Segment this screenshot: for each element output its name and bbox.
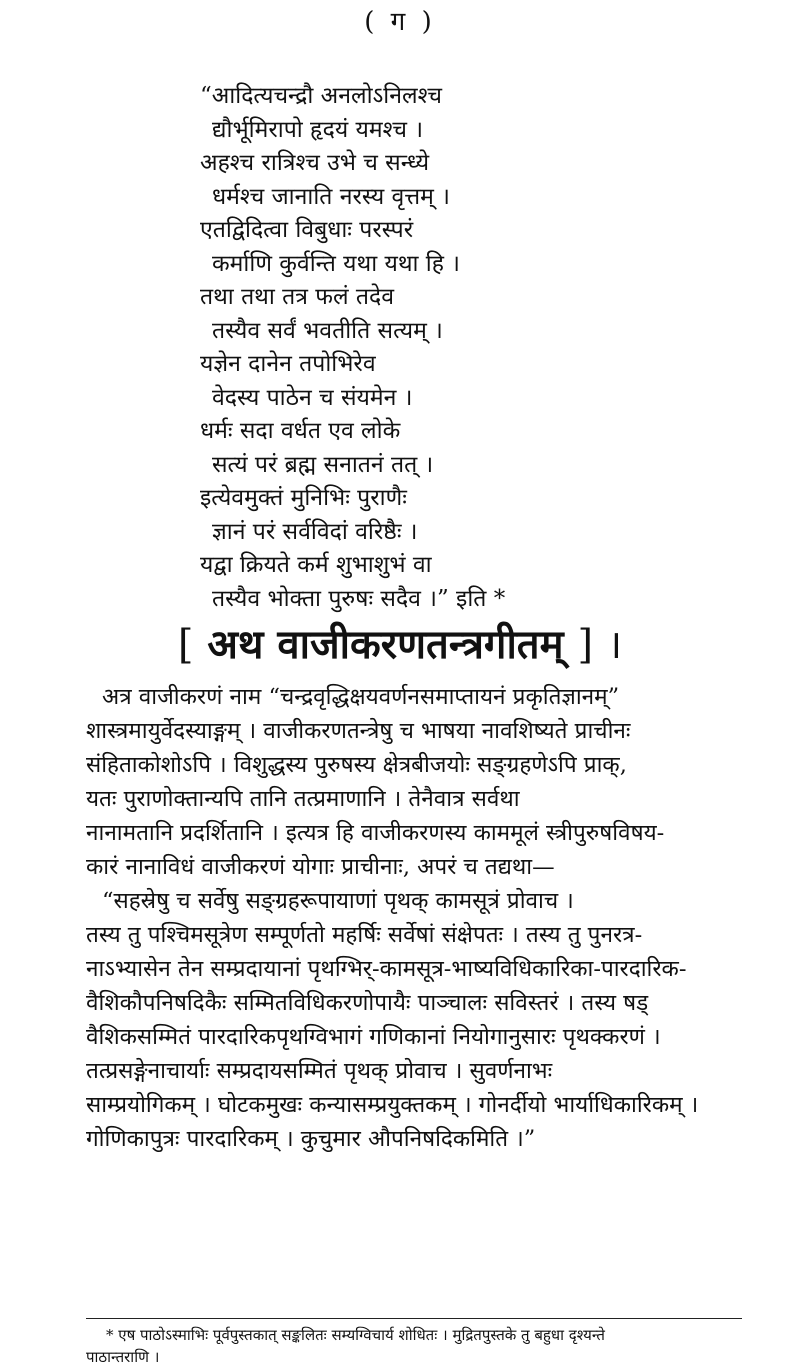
prose-line: तस्य तु पश्चिमसूत्रेण सम्पूर्णतो महर्षिः सर्वेषां संक्षेपतः । तस्य तु पुनरत्र-	[86, 922, 643, 948]
heading-danda: ।	[607, 622, 623, 668]
prose-line: वैशिकौपनिषदिकैः सम्मितविधिकरणोपायैः पाञ्चालः सविस्तरं । तस्य षड्	[86, 990, 649, 1016]
verse-line: तथा तथा तत्र फलं तदेव	[200, 284, 395, 310]
footnote-line: पाठान्तराणि ।	[86, 1348, 160, 1366]
heading-bracket-close: ]	[577, 622, 594, 668]
prose-line: अत्र वाजीकरणं नाम “चन्द्रवृद्धिक्षयवर्णनसमाप्तायनं प्रकृतिज्ञानम्”	[102, 684, 620, 710]
verse-line: यद्वा क्रियते कर्म शुभाशुभं वा	[200, 552, 432, 578]
prose-line: कारं नानाविधं वाजीकरणं योगाः प्राचीनाः, अपरं च तद्यथा—	[86, 854, 555, 880]
prose-line: गोणिकापुत्रः पारदारिकम् । कुचुमार औपनिषदिकमिति ।”	[86, 1126, 536, 1152]
verse-line: कर्माणि कुर्वन्ति यथा यथा हि ।	[212, 250, 460, 277]
footnote-line: * एष पाठोऽस्माभिः पूर्वपुस्तकात् सङ्कलितः सम्यग्विचार्य शोधितः । मुद्रितपुस्तके तु बहुधा दृश्यन्ते	[106, 1326, 605, 1344]
verse-block	[200, 80, 680, 616]
prose-line: नानामतानि प्रदर्शितानि । इत्यत्र हि वाजीकरणस्य काममूलं स्त्रीपुरुषविषय-	[86, 820, 665, 846]
page-number: ( ग )	[364, 7, 436, 37]
prose-line: यतः पुराणोक्तान्यपि तानि तत्प्रमाणानि । तेनैवात्र सर्वथा	[86, 786, 520, 812]
section-heading	[0, 620, 800, 670]
verse-line: अहश्च रात्रिश्च उभे च सन्ध्ये	[200, 150, 430, 176]
footnote	[86, 1324, 742, 1368]
verse-line: धर्मः सदा वर्धत एव लोके	[200, 418, 401, 444]
prose-line: शास्त्रमायुर्वेदस्याङ्गम् । वाजीकरणतन्त्रेषु च भाषया नावशिष्यते प्राचीनः	[86, 718, 631, 744]
footnote-divider	[86, 1318, 742, 1319]
heading-bracket-open: [	[177, 622, 194, 668]
verse-line: ज्ञानं परं सर्वविदां वरिष्ठैः ।	[212, 518, 418, 545]
verse-line: धर्मश्च जानाति नरस्य वृत्तम् ।	[212, 183, 450, 210]
verse-line: तस्यैव भोक्ता पुरुषः सदैव ।” इति *	[212, 585, 506, 612]
prose-line: संहिताकोशोऽपि । विशुद्धस्य पुरुषस्य क्षेत्रबीजयोः सङ्ग्रहणेऽपि प्राक्,	[86, 752, 627, 778]
verse-line: वेदस्य पाठेन च संयमेन ।	[212, 384, 413, 411]
verse-line: द्यौर्भूमिरापो हृदयं यमश्च ।	[212, 116, 424, 143]
prose-line: वैशिकसम्मितं पारदारिकपृथग्विभागं गणिकानां नियोगानुसारः पृथक्करणं ।	[86, 1024, 661, 1050]
verse-line: सत्यं परं ब्रह्म सनातनं तत् ।	[212, 451, 434, 478]
prose-line: नाऽभ्यासेन तेन सम्प्रदायानां पृथग्भिर्-कामसूत्र-भाष्यविधिकारिका-पारदारिक-	[86, 956, 687, 982]
verse-line: तस्यैव सर्वं भवतीति सत्यम् ।	[212, 317, 443, 344]
prose-block	[86, 680, 742, 1156]
verse-line: यज्ञेन दानेन तपोभिरेव	[200, 351, 376, 377]
prose-line: साम्प्रयोगिकम् । घोटकमुखः कन्यासम्प्रयुक्तकम् । गोनर्दीयो भार्याधिकारिकम् ।	[86, 1092, 699, 1118]
verse-line: “आदित्यचन्द्रौ अनलोऽनिलश्च	[200, 83, 442, 109]
prose-line: “सहस्रेषु च सर्वेषु सङ्ग्रहरूपायाणां पृथक् कामसूत्रं प्रोवाच ।	[102, 888, 574, 914]
verse-line: इत्येवमुक्तं मुनिभिः पुराणैः	[200, 485, 407, 511]
prose-line: तत्प्रसङ्गेनाचार्याः सम्प्रदायसम्मितं पृथक् प्रोवाच । सुवर्णनाभः	[86, 1058, 553, 1084]
verse-line: एतद्विदित्वा विबुधाः परस्परं	[200, 217, 414, 243]
heading-text: अथ वाजीकरणतन्त्रगीतम्	[207, 621, 564, 668]
